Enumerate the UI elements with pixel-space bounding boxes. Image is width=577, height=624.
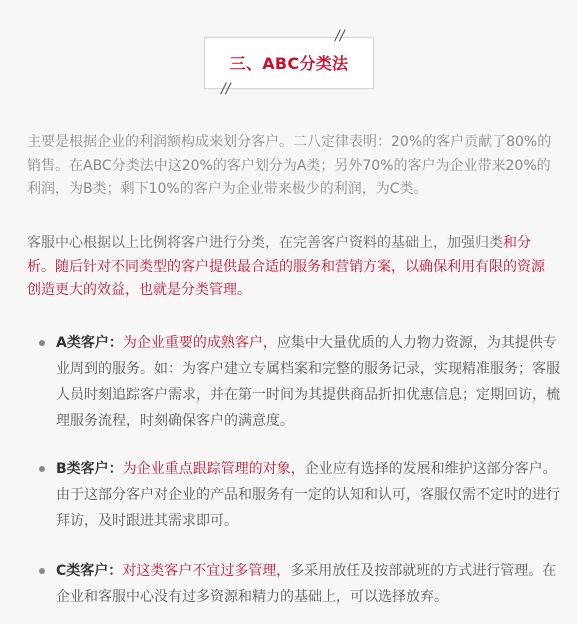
item-label: C类客户：	[56, 563, 123, 579]
section-title: 三、ABC分类法	[229, 54, 349, 73]
item-highlight: 为企业重点跟踪管理的对象，	[122, 461, 305, 477]
bullet-dot	[39, 340, 45, 346]
list-item-b	[56, 456, 564, 534]
decorative-slash-top: //	[335, 28, 345, 44]
list-item-a	[56, 330, 564, 434]
item-label: B类客户：	[56, 461, 123, 477]
item-highlight: 为企业重要的成熟客户，	[122, 335, 277, 351]
method-paragraph-highlight: 和分析。随后针对不同类型的客户提供最合适的服务和营销方案，以确保利用有限的资源创造更大的效益，也就是分类管理。	[27, 235, 545, 298]
intro-paragraph: 主要是根据企业的利润额构成来划分客户。二八定律表明：20%的客户贡献了80%的销售。在ABC分类法中这20%的客户划分为A类；另外70%的客户为企业带来20%的利润，为B类；剩下10%的客户为企业带来极少的利润，为C类。	[27, 134, 552, 197]
bullet-dot	[39, 466, 45, 472]
list-item-c	[56, 558, 564, 610]
item-text: 多采用放任及按部就班的方式进行管理。在企业和客服中心没有过多资源和精力的基础上，可以选择放弃。	[56, 563, 557, 605]
item-label: A类客户：	[56, 335, 123, 351]
item-text: 应集中大量优质的人力物力资源，为其提供专业周到的服务。如：为客户建立专属档案和完整的服务记录，实现精准服务；客服人员时刻追踪客户需求，并在第一时间为其提供商品折扣优惠信息；定期回访，梳理服务流程，时刻确保客户的满意度。	[56, 335, 560, 429]
item-text: 企业应有选择的发展和维护这部分客户。由于这部分客户对企业的产品和服务有一定的认知和认可，客服仅需不定时的进行拜访，及时跟进其需求即可。	[56, 461, 560, 529]
item-highlight: 对这类客户不宜过多管理，	[122, 563, 291, 579]
decorative-slash-bottom: //	[221, 81, 231, 97]
method-paragraph	[27, 232, 555, 303]
method-paragraph-text: 客服中心根据以上比例将客户进行分类，在完善客户资料的基础上，加强归类	[27, 235, 503, 251]
bullet-dot	[39, 568, 45, 574]
